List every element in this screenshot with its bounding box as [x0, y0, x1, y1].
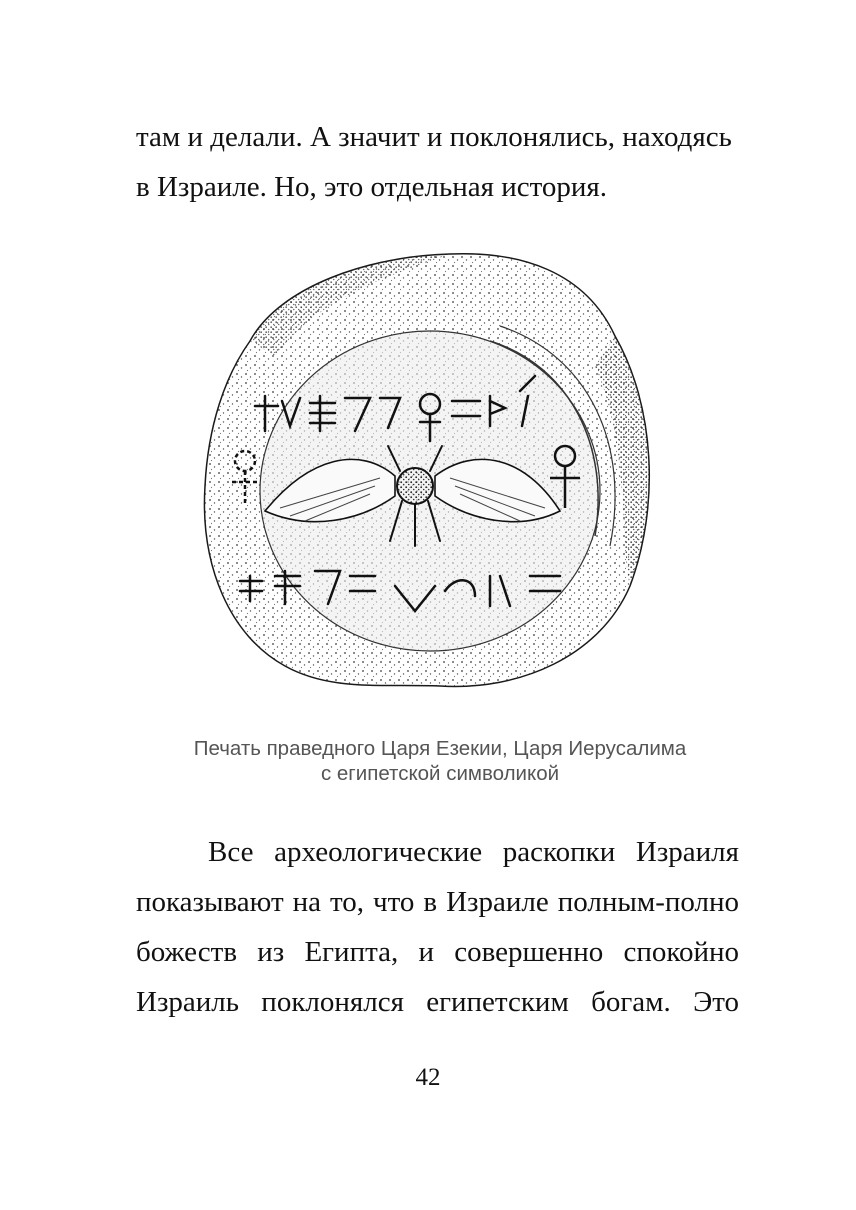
text-line: там и делали. А значит и поклонялись, находясь — [136, 121, 732, 153]
text-line: божеств из Египта, и совершенно спокойно — [136, 936, 739, 968]
text-line: Все археологические раскопки Израиля — [208, 836, 739, 868]
text-line: показывают на то, что в Израиле полным-полно — [136, 886, 739, 918]
page-number: 42 — [415, 1064, 441, 1091]
text-line: в Израиле. Но, это отдельная история. — [136, 171, 608, 203]
seal-illustration — [190, 246, 670, 706]
text-line: Израиль поклонялся египетским богам. Это — [136, 986, 739, 1018]
paragraph-bottom — [136, 827, 739, 1027]
paragraph-top — [136, 112, 739, 212]
figure-caption — [140, 736, 740, 786]
caption-line: Печать праведного Царя Езекии, Царя Иерусалима — [193, 737, 687, 760]
caption-line: с египетской символикой — [320, 762, 560, 785]
